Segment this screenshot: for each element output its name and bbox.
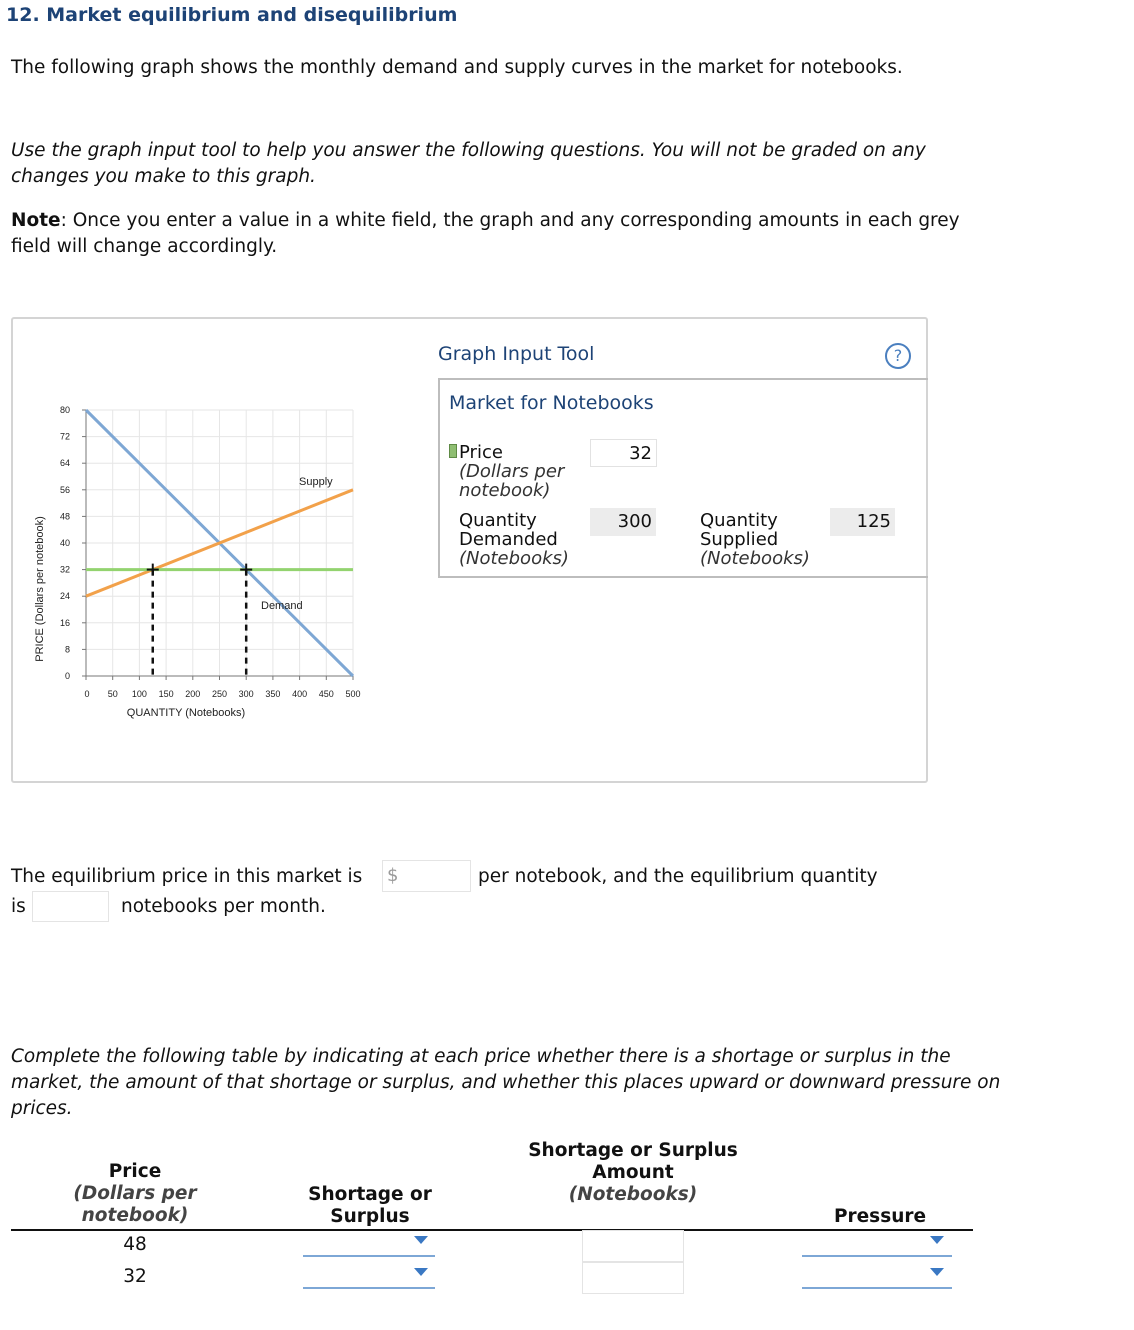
help-icon[interactable]: ? [885, 343, 911, 369]
page-title: 12. Market equilibrium and disequilibrium [6, 4, 458, 26]
dropdown-underline [303, 1287, 435, 1289]
price-line-swatch [449, 444, 457, 458]
x-tick-label: 250 [211, 689, 228, 699]
demand-label: Demand [261, 600, 303, 612]
price-input[interactable]: 32 [590, 439, 657, 467]
header-amount: Shortage or Surplus Amount (Notebooks) [528, 1140, 738, 1205]
equilibrium-text-3: is [11, 896, 26, 917]
y-tick-label: 72 [59, 431, 70, 442]
x-axis-title: QUANTITY (Notebooks) [126, 707, 246, 719]
x-tick-label: 400 [292, 689, 308, 699]
equilibrium-price-input[interactable] [382, 860, 471, 892]
note-label: Note [11, 210, 61, 231]
equilibrium-text-1: The equilibrium price in this market is [11, 866, 363, 887]
amount-input-row-2[interactable] [582, 1262, 684, 1294]
amount-input-row-1[interactable] [582, 1230, 684, 1262]
dollar-sign: $ [387, 865, 399, 886]
market-title: Market for Notebooks [449, 392, 654, 414]
dropdown-underline [802, 1287, 952, 1289]
y-tick-label: 8 [64, 644, 70, 655]
y-tick-label: 40 [59, 538, 70, 548]
note-body: : Once you enter a value in a white field, the graph and any corresponding amounts in each grey field will change accordingly. [11, 210, 960, 257]
x-tick-label: 350 [265, 689, 281, 699]
y-tick-label: 80 [59, 405, 70, 415]
y-axis-title: PRICE (Dollars per notebook) [34, 516, 46, 662]
supply-label: Supply [299, 476, 333, 488]
y-tick-label: 48 [59, 511, 70, 522]
intro-text: The following graph shows the monthly demand and supply curves in the market for notebooks. [11, 57, 903, 78]
graph-input-tool-title: Graph Input Tool [438, 343, 595, 365]
y-tick-label: 24 [59, 591, 70, 602]
header-price: Price (Dollars per notebook) [73, 1161, 197, 1226]
price-label: Price (Dollars per notebook) [459, 442, 565, 501]
y-tick-label: 0 [64, 671, 70, 681]
x-tick-label: 450 [318, 689, 334, 699]
y-tick-label: 32 [59, 564, 70, 575]
header-pressure: Pressure [833, 1206, 927, 1227]
dropdown-arrow-icon [930, 1236, 944, 1244]
x-tick-label: 150 [158, 689, 174, 699]
x-tick-label: 300 [238, 689, 254, 699]
row-price-48: 48 [123, 1234, 147, 1255]
instructions-text: Use the graph input tool to help you answer the following questions. You will not be graded on any changes you make to this graph. [11, 140, 926, 187]
table-instructions: Complete the following table by indicating at each price whether there is a shortage or surplus in the market, the amount of that shortage or surplus, and whether this places upward or downward pressure on prices. [11, 1046, 1001, 1119]
x-tick-label: 200 [185, 689, 201, 699]
shortage-surplus-dropdown-row-1[interactable] [303, 1232, 435, 1258]
pressure-dropdown-row-2[interactable] [802, 1264, 952, 1290]
quantity-demanded-value: 300 [590, 508, 656, 536]
equilibrium-text-2: per notebook, and the equilibrium quantity [478, 866, 878, 887]
shortage-surplus-dropdown-row-2[interactable] [303, 1264, 435, 1290]
dropdown-arrow-icon [930, 1268, 944, 1276]
y-tick-label: 16 [59, 617, 70, 628]
x-tick-label: 100 [131, 689, 147, 699]
dropdown-underline [303, 1255, 435, 1257]
x-tick-label: 0 [84, 689, 90, 699]
pressure-dropdown-row-1[interactable] [802, 1232, 952, 1258]
dropdown-arrow-icon [414, 1236, 428, 1244]
y-tick-label: 56 [59, 484, 70, 495]
quantity-supplied-label: Quantity Supplied (Notebooks) [700, 510, 810, 569]
dropdown-underline [802, 1255, 952, 1257]
x-tick-label: 50 [107, 689, 118, 699]
x-tick-label: 500 [345, 689, 361, 699]
quantity-supplied-value: 125 [830, 508, 895, 536]
dropdown-arrow-icon [414, 1268, 428, 1276]
table-header-rule [11, 1229, 973, 1231]
header-shortage-or-surplus: Shortage or Surplus [308, 1184, 432, 1227]
equilibrium-text-4: notebooks per month. [121, 896, 326, 917]
row-price-32: 32 [123, 1266, 147, 1287]
quantity-demanded-label: Quantity Demanded (Notebooks) [459, 510, 569, 569]
equilibrium-quantity-input[interactable] [32, 891, 109, 922]
y-tick-label: 64 [59, 458, 70, 469]
